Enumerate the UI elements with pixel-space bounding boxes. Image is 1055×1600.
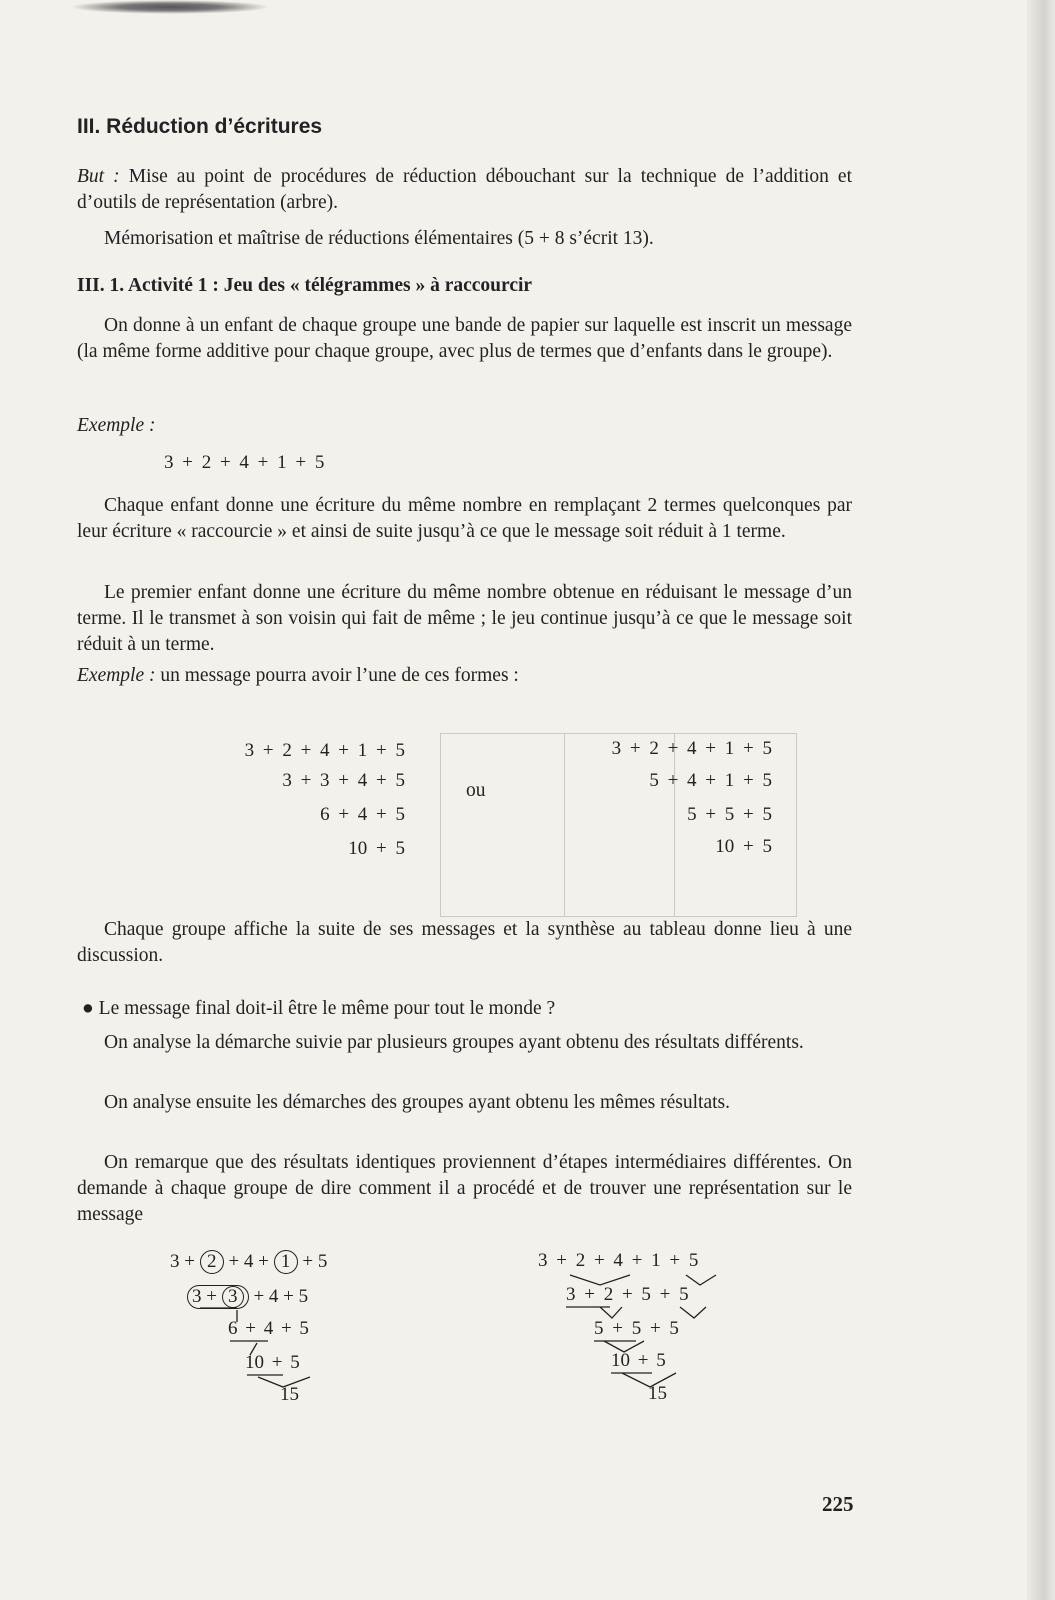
right-row-3: 5 + 5 + 5 — [687, 804, 772, 825]
tree-left-row-1: 3 + 2 + 4 + 1 + 5 — [170, 1251, 328, 1272]
question-text: Le message final doit-il être le même pour tout le monde ? — [98, 998, 556, 1019]
tree-line — [686, 1275, 716, 1285]
memo-paragraph: Mémorisation et maîtrise de réductions élémentaires (5 + 8 s’écrit 13). — [104, 228, 654, 249]
but-label: But : — [77, 166, 120, 187]
tree-line — [680, 1307, 706, 1318]
right-row-4: 10 + 5 — [715, 836, 772, 857]
discussion-paragraph-1: Chaque groupe affiche la suite de ses messages et la synthèse au tableau donne lieu à une discussion. — [77, 919, 852, 966]
tree-right-row-3: 5 + 5 + 5 — [594, 1318, 679, 1339]
page-number: 225 — [822, 1492, 854, 1516]
circled-term: 1 — [274, 1250, 298, 1274]
ou-label: ou — [466, 780, 486, 801]
tree-line — [600, 1307, 622, 1318]
tree-line — [622, 1373, 676, 1387]
circled-term: 2 — [200, 1250, 224, 1274]
discussion-paragraph-3: On analyse ensuite les démarches des groupes ayant obtenu les mêmes résultats. — [104, 1092, 730, 1113]
activity-paragraph-2: Chaque enfant donne une écriture du même nombre en remplaçant 2 termes quelconques par leur écriture « raccourcie » et ainsi de suite jusqu’à ce que le message soit réduit à 1 terme. — [77, 495, 852, 542]
tree-right-result: 15 — [648, 1383, 667, 1404]
right-row-1: 3 + 2 + 4 + 1 + 5 — [611, 738, 772, 759]
exemple-label: Exemple : — [77, 415, 156, 436]
tree-right-row-1: 3 + 2 + 4 + 1 + 5 — [538, 1250, 699, 1271]
right-row-2: 5 + 4 + 1 + 5 — [649, 770, 772, 791]
activity-paragraph-1: On donne à un enfant de chaque groupe une bande de papier sur laquelle est inscrit un message (la même forme additive pour chaque groupe, avec plus de termes que d’enfants dans le groupe). — [77, 315, 852, 362]
tree-right-row-4: 10 + 5 — [611, 1350, 666, 1371]
tree-left-row-4: 10 + 5 — [245, 1352, 300, 1373]
but-text: Mise au point de procédures de réduction débouchant sur la technique de l’addition et d’outils de représentation (arbre). — [77, 166, 852, 213]
activity-title: III. 1. Activité 1 : Jeu des « télégrammes » à raccourcir — [77, 275, 533, 296]
section-title: III. Réduction d’écritures — [77, 115, 323, 138]
tree-left-row-3: 6 + 4 + 5 — [228, 1318, 309, 1339]
discussion-paragraph-2: On analyse la démarche suivie par plusieurs groupes ayant obtenu des résultats différents. — [104, 1032, 804, 1053]
tree-right-row-2: 3 + 2 + 5 + 5 — [566, 1284, 689, 1305]
left-row-3: 6 + 4 + 5 — [320, 804, 405, 825]
left-row-1: 3 + 2 + 4 + 1 + 5 — [244, 740, 405, 761]
exemple2-text: un message pourra avoir l’une de ces formes : — [155, 665, 519, 686]
circled-group: 3 + 3 — [187, 1285, 249, 1309]
tree-line — [250, 1343, 257, 1355]
left-row-4: 10 + 5 — [348, 838, 405, 859]
discussion-paragraph-4: On remarque que des résultats identiques proviennent d’étapes intermédiaires différentes. On demande à chaque groupe de dire comment il a procédé et de trouver une représentation sur le message — [77, 1152, 852, 1225]
tree-line — [258, 1377, 310, 1387]
tree-left-result: 15 — [280, 1384, 299, 1405]
tree-left-row-2: 3 + 3 + 4 + 5 — [187, 1285, 308, 1309]
bullet-icon: ● — [82, 998, 94, 1019]
tree-line — [570, 1275, 630, 1285]
exemple2-label: Exemple : — [77, 665, 156, 686]
activity-paragraph-3: Le premier enfant donne une écriture du même nombre obtenue en réduisant le message d’un terme. Il le transmet à son voisin qui fait de même ; le jeu continue jusqu’à ce que le message soit réduit à un terme. — [77, 582, 852, 655]
tree-line — [604, 1341, 644, 1352]
left-row-2: 3 + 3 + 4 + 5 — [282, 770, 405, 791]
example-expression: 3 + 2 + 4 + 1 + 5 — [164, 452, 325, 473]
